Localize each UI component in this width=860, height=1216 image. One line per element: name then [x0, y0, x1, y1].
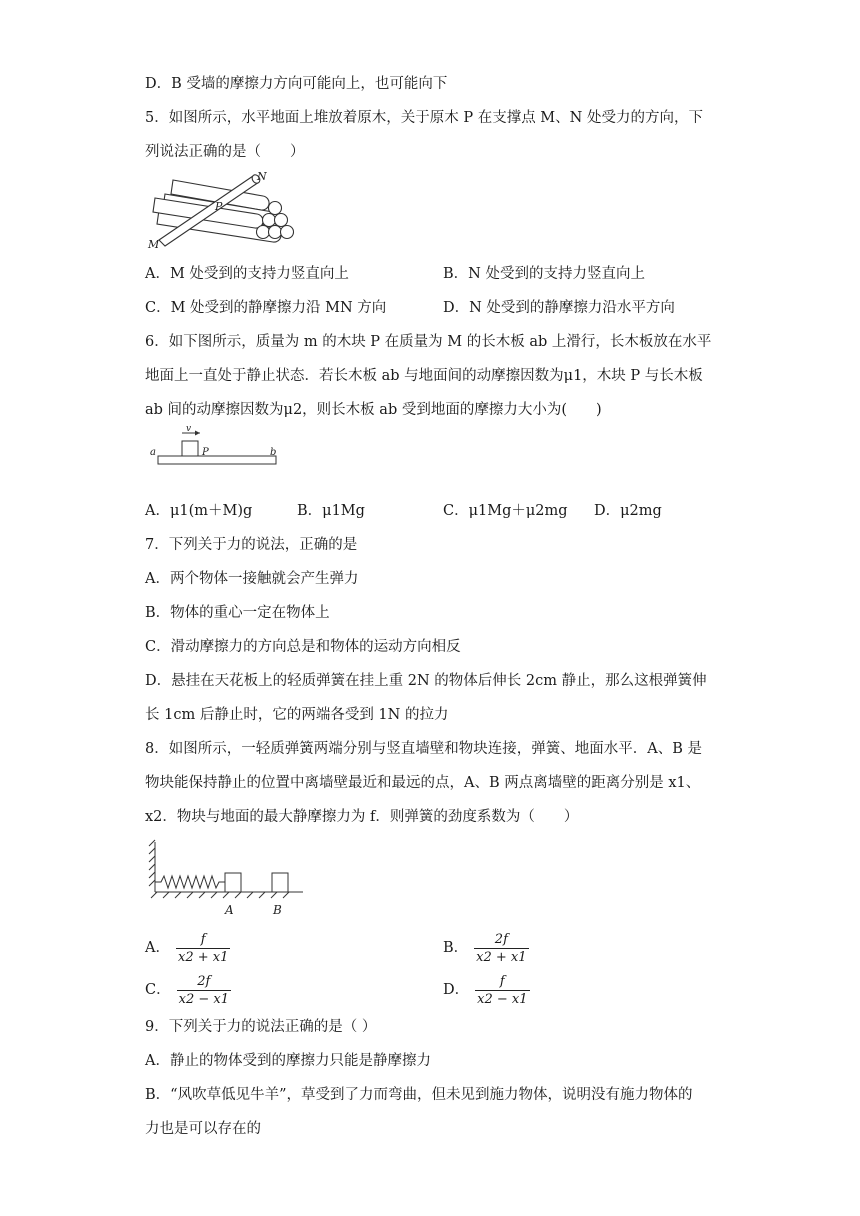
- q8-option-b-denominator: x2 + x1: [476, 949, 527, 965]
- q8-option-c-label: C．: [145, 982, 171, 998]
- q8-option-a-denominator: x2 + x1: [177, 949, 229, 965]
- q6-option-d: D．μ2mg: [594, 503, 662, 519]
- q6-option-c: C．μ1Mg＋μ2mg: [443, 503, 568, 519]
- q6-stem-line3: ab 间的动摩擦因数为μ2，则长木板 ab 受到地面的摩擦力大小为( ): [145, 402, 602, 418]
- q7-option-c: C．滑动摩擦力的方向总是和物体的运动方向相反: [145, 639, 461, 655]
- q8-option-b: [443, 930, 529, 966]
- board-block-figure: [148, 425, 293, 473]
- q8-option-b-fraction: [474, 932, 528, 965]
- q8-option-d-denominator: x2 − x1: [477, 991, 528, 1007]
- label-b-point: B: [273, 903, 282, 917]
- spring-figure: [145, 838, 310, 918]
- q5-option-c: C．M 处受到的静摩擦力沿 MN 方向: [145, 300, 387, 316]
- label-m: M: [148, 238, 160, 250]
- q8-option-c-denominator: x2 − x1: [178, 991, 229, 1007]
- q5-option-d: D．N 处受到的静摩擦力沿水平方向: [443, 300, 675, 316]
- q5-stem-line2: 列说法正确的是（ ）: [145, 144, 305, 160]
- q8-option-d: [443, 972, 530, 1008]
- q6-option-a: A．μ1(m＋M)g: [145, 503, 253, 519]
- q8-option-c-numerator: 2f: [197, 973, 211, 989]
- q7-option-b: B．物体的重心一定在物体上: [145, 605, 330, 621]
- q4-option-d: D．B 受墙的摩擦力方向可能向上，也可能向下: [145, 76, 448, 92]
- q6-option-b: B．μ1Mg: [297, 503, 365, 519]
- q6-stem-line1: 6．如下图所示，质量为 m 的木块 P 在质量为 M 的长木板 ab 上滑行，长木板放在水平: [145, 334, 712, 350]
- label-p2: P: [202, 447, 209, 458]
- label-a: a: [150, 447, 156, 458]
- q9-option-b-line2: 力也是可以存在的: [145, 1121, 261, 1137]
- q9-option-b-line1: B．“风吹草低见牛羊”，草受到了力而弯曲，但未见到施力物体，说明没有施力物体的: [145, 1087, 693, 1103]
- q5-option-a: A．M 处受到的支持力竖直向上: [145, 266, 349, 282]
- q7-stem: 7．下列关于力的说法，正确的是: [145, 537, 358, 553]
- q7-option-d-line1: D．悬挂在天花板上的轻质弹簧在挂上重 2N 的物体后伸长 2cm 静止，那么这根弹簧伸: [145, 673, 707, 689]
- q8-option-b-label: B．: [443, 940, 469, 956]
- q8-option-a-label: A．: [145, 940, 170, 956]
- label-v: v: [186, 425, 192, 434]
- q6-stem-line2: 地面上一直处于静止状态．若长木板 ab 与地面间的动摩擦因数为μ1，木块 P 与长木板: [145, 368, 703, 384]
- q8-option-c-fraction: [177, 974, 231, 1007]
- q5-stem-line1: 5．如图所示，水平地面上堆放着原木，关于原木 P 在支撑点 M、N 处受力的方向，下: [145, 110, 703, 126]
- label-n: N: [257, 170, 267, 183]
- q8-option-a-fraction: [176, 932, 230, 965]
- q8-option-c: [145, 972, 231, 1008]
- q8-option-d-label: D．: [443, 982, 470, 998]
- q5-option-b: B．N 处受到的支持力竖直向上: [443, 266, 645, 282]
- label-b: b: [270, 447, 277, 458]
- q9-stem: 9．下列关于力的说法正确的是（ ）: [145, 1019, 377, 1035]
- logs-figure: [145, 168, 305, 250]
- q8-option-d-fraction: [475, 974, 529, 1007]
- q8-option-a-numerator: f: [200, 931, 206, 947]
- q8-option-a: [145, 930, 230, 966]
- q9-option-a: A．静止的物体受到的摩擦力只能是静摩擦力: [145, 1053, 431, 1069]
- q8-stem-line3: x2．物块与地面的最大静摩擦力为 f．则弹簧的劲度系数为（ ）: [145, 809, 579, 825]
- q8-option-b-numerator: 2f: [494, 931, 508, 947]
- label-p: P: [215, 200, 223, 213]
- q8-stem-line2: 物块能保持静止的位置中离墙壁最近和最远的点，A、B 两点离墙壁的距离分别是 x1、: [145, 775, 701, 791]
- q8-stem-line1: 8．如图所示，一轻质弹簧两端分别与竖直墙壁和物块连接，弹簧、地面水平．A、B 是: [145, 741, 702, 757]
- q7-option-a: A．两个物体一接触就会产生弹力: [145, 571, 359, 587]
- q7-option-d-line2: 长 1cm 后静止时，它的两端各受到 1N 的拉力: [145, 707, 449, 723]
- label-a-point: A: [225, 903, 234, 917]
- q8-option-d-numerator: f: [499, 973, 505, 989]
